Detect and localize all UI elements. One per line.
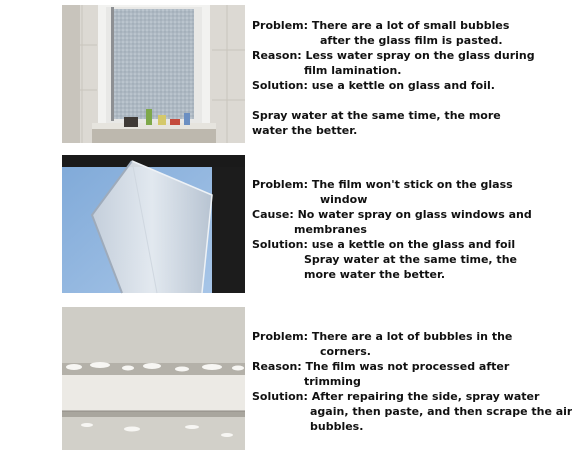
problem-line-cont: window bbox=[320, 193, 368, 206]
tip-panel-1 bbox=[0, 5, 535, 143]
tip-text-2 bbox=[252, 177, 532, 282]
note-line-cont: water the better. bbox=[252, 124, 358, 137]
solution-line: Solution: After repairing the side, spray water bbox=[252, 390, 540, 403]
solution-line-cont-2: more water the better. bbox=[304, 268, 446, 281]
cause-line-cont: membranes bbox=[294, 223, 367, 236]
reason-line: Reason: The film was not processed after bbox=[252, 360, 510, 373]
cause-line: Cause: No water spray on glass windows and bbox=[252, 208, 532, 221]
solution-line-cont-2: bubbles. bbox=[310, 420, 364, 433]
problem-line: Problem: There are a lot of small bubbles bbox=[252, 19, 510, 32]
solution-line-cont: again, then paste, and then scrape the air bbox=[310, 405, 572, 418]
tip-text-1 bbox=[252, 18, 535, 138]
solution-line: Solution: use a kettle on glass and foil. bbox=[252, 79, 495, 92]
reason-line-cont: film lamination. bbox=[304, 64, 402, 77]
solution-line: Solution: use a kettle on the glass and foil bbox=[252, 238, 516, 251]
tip-panel-3 bbox=[0, 307, 572, 450]
problem-line: Problem: There are a lot of bubbles in the bbox=[252, 330, 513, 343]
problem-line: Problem: The film won't stick on the glass bbox=[252, 178, 513, 191]
film-edge-bubbles-photo bbox=[62, 307, 245, 450]
reason-line: Reason: Less water spray on the glass during bbox=[252, 49, 535, 62]
problem-line-cont: corners. bbox=[320, 345, 371, 358]
peeling-film-corner-photo bbox=[62, 155, 245, 293]
tip-panel-2 bbox=[0, 155, 532, 293]
reason-line-cont: trimming bbox=[304, 375, 361, 388]
frosted-bathroom-window-photo bbox=[62, 5, 245, 143]
note-line: Spray water at the same time, the more bbox=[252, 109, 501, 122]
blank-line bbox=[252, 93, 500, 108]
solution-line-cont: Spray water at the same time, the bbox=[304, 253, 517, 266]
tip-text-3 bbox=[252, 329, 572, 434]
problem-line-cont: after the glass film is pasted. bbox=[320, 34, 503, 47]
